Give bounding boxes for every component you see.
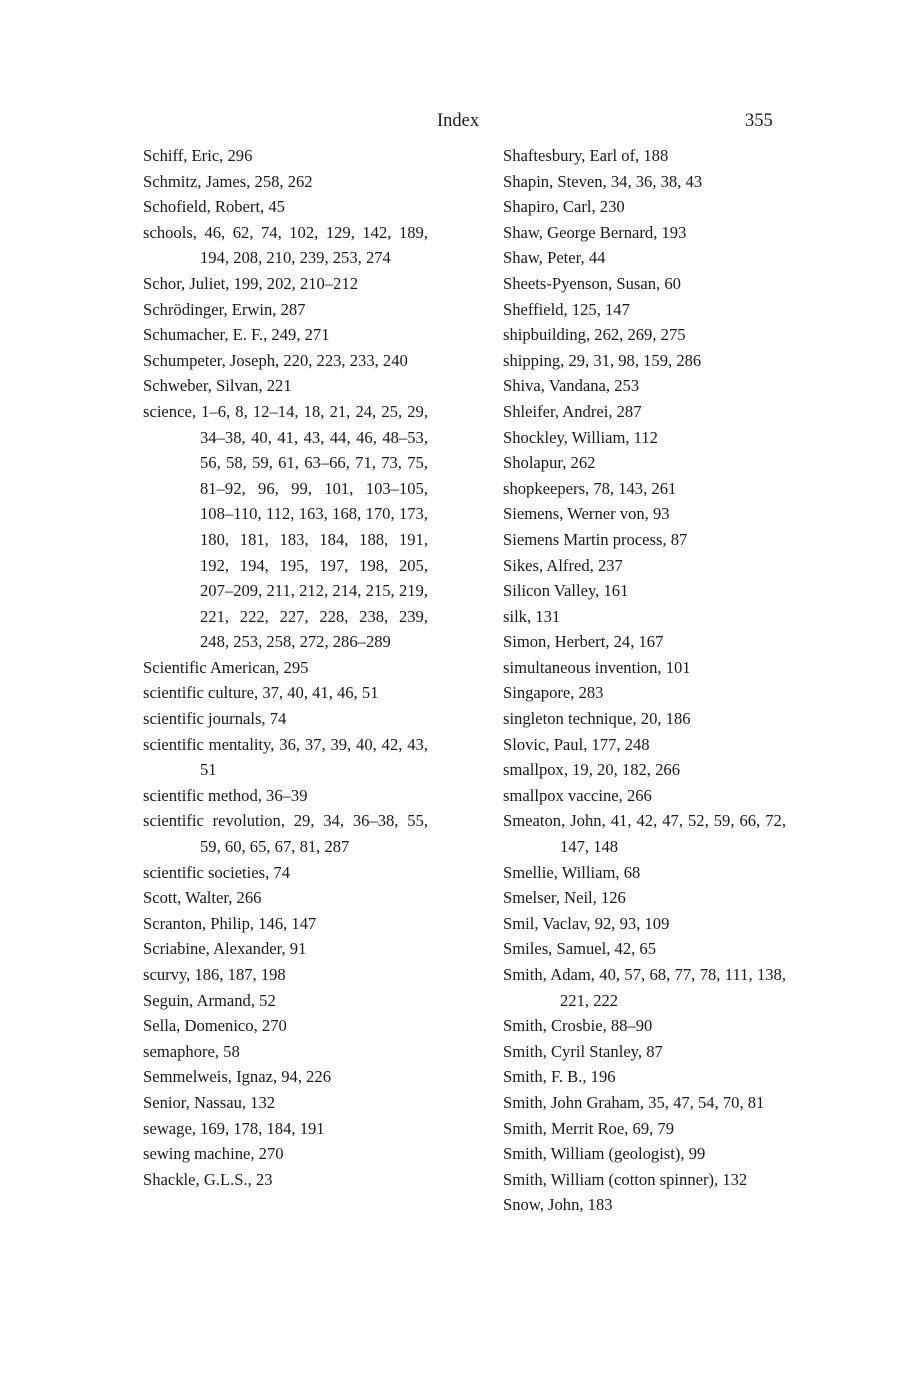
index-entry: scientific method, 36–39 bbox=[143, 785, 308, 805]
index-entry: sewage, 169, 178, 184, 191 bbox=[143, 1118, 325, 1138]
index-entry: Schor, Juliet, 199, 202, 210–212 bbox=[143, 273, 359, 293]
index-entry: Schiff, Eric, 296 bbox=[143, 146, 253, 165]
index-entry: Semmelweis, Ignaz, 94, 226 bbox=[143, 1067, 332, 1087]
index-entry: Shackle, G.L.S., 23 bbox=[143, 1169, 273, 1189]
index-entry: Simon, Herbert, 24, 167 bbox=[503, 632, 664, 652]
index-entry: Smith, F. B., 196 bbox=[503, 1067, 616, 1087]
index-entry: scientific societies, 74 bbox=[143, 862, 290, 882]
index-entry: Shockley, William, 112 bbox=[503, 427, 658, 447]
index-entry: Shleifer, Andrei, 287 bbox=[503, 401, 642, 421]
index-entry: Schmitz, James, 258, 262 bbox=[143, 171, 313, 191]
index-entry: Sholapur, 262 bbox=[503, 453, 596, 473]
index-entry: Singapore, 283 bbox=[503, 683, 604, 703]
index-entry: Scranton, Philip, 146, 147 bbox=[143, 913, 317, 933]
index-entry: Siemens Martin process, 87 bbox=[503, 529, 688, 549]
index-entry: scurvy, 186, 187, 198 bbox=[143, 965, 286, 984]
index-entry: smallpox vaccine, 266 bbox=[503, 785, 652, 805]
index-entry: Smith, Adam, 40, 57, 68, 77, 78, 111, 138, 221, 222 bbox=[503, 965, 786, 1010]
index-entry: Sheets-Pyenson, Susan, 60 bbox=[503, 273, 681, 293]
index-entry: Schweber, Silvan, 221 bbox=[143, 376, 292, 396]
index-entry: Smil, Vaclav, 92, 93, 109 bbox=[503, 913, 670, 933]
index-entry: Smelser, Neil, 126 bbox=[503, 888, 626, 908]
index-entry: Smiles, Samuel, 42, 65 bbox=[503, 939, 657, 959]
page-number: 355 bbox=[745, 111, 773, 131]
index-entry: singleton technique, 20, 186 bbox=[503, 709, 691, 729]
index-entry: Sheffield, 125, 147 bbox=[503, 299, 630, 319]
index-entry: Smeaton, John, 41, 42, 47, 52, 59, 66, 72, 147, 148 bbox=[503, 811, 786, 857]
index-entry: Shapin, Steven, 34, 36, 38, 43 bbox=[503, 171, 703, 191]
index-entry: Shaftesbury, Earl of, 188 bbox=[503, 146, 669, 165]
index-entry: Siemens, Werner von, 93 bbox=[503, 504, 670, 524]
index-entry: Senior, Nassau, 132 bbox=[143, 1092, 276, 1112]
index-entry: Snow, John, 183 bbox=[503, 1195, 613, 1215]
index-entry: Scott, Walter, 266 bbox=[143, 888, 262, 908]
index-entry: simultaneous invention, 101 bbox=[503, 657, 691, 677]
index-column-right bbox=[503, 143, 786, 1218]
index-entry: science, 1–6, 8, 12–14, 18, 21, 24, 25, 29, 34–38, 40, 41, 43, 44, 46, 48–53, 56, 58, 59, 61, 63–66, 71, 73, 75, 81–92, 96, 99, 101, 103–105, 108–110, 112, 163, 168, 170, 173, 180, 181, 183, 184, 188, 191, 192, 194, 195, 197, 198, 205, 207–209, 211, 212, 214, 215, 219, 221, 222, 227, 228, 238, 239, 248, 253, 258, 272, 286–289 bbox=[143, 401, 428, 652]
index-entry: Scientific American, 295 bbox=[143, 657, 309, 677]
index-entry: Smith, William (cotton spinner), 132 bbox=[503, 1169, 748, 1189]
index-column-left bbox=[143, 143, 428, 1192]
index-entry: schools, 46, 62, 74, 102, 129, 142, 189, 194, 208, 210, 239, 253, 274 bbox=[143, 222, 428, 268]
index-entry: smallpox, 19, 20, 182, 266 bbox=[503, 760, 680, 780]
index-entry: scientific mentality, 36, 37, 39, 40, 42, 43, 51 bbox=[143, 734, 428, 780]
index-entry: Smith, John Graham, 35, 47, 54, 70, 81 bbox=[503, 1092, 765, 1112]
index-entry: Smith, Merrit Roe, 69, 79 bbox=[503, 1118, 675, 1138]
index-entry: Schumacher, E. F., 249, 271 bbox=[143, 325, 330, 345]
index-entry: Smith, William (geologist), 99 bbox=[503, 1144, 706, 1164]
index-entry: Shiva, Vandana, 253 bbox=[503, 376, 640, 396]
index-entry: Smellie, William, 68 bbox=[503, 862, 641, 882]
index-entry: sewing machine, 270 bbox=[143, 1144, 284, 1164]
index-entry: Shaw, George Bernard, 193 bbox=[503, 222, 687, 242]
index-entry: Schofield, Robert, 45 bbox=[143, 197, 285, 217]
index-entry: Shaw, Peter, 44 bbox=[503, 248, 606, 268]
index-entry: silk, 131 bbox=[503, 606, 561, 626]
index-entry: Sella, Domenico, 270 bbox=[143, 1016, 287, 1036]
index-entry: shipping, 29, 31, 98, 159, 286 bbox=[503, 350, 702, 370]
index-entry: Shapiro, Carl, 230 bbox=[503, 197, 625, 217]
index-entry: shipbuilding, 262, 269, 275 bbox=[503, 325, 686, 345]
index-entry: Schrödinger, Erwin, 287 bbox=[143, 299, 306, 319]
index-entry: scientific revolution, 29, 34, 36–38, 55, 59, 60, 65, 67, 81, 287 bbox=[143, 811, 428, 857]
index-entry: Slovic, Paul, 177, 248 bbox=[503, 734, 650, 754]
running-title: Index bbox=[437, 111, 480, 131]
index-entry: shopkeepers, 78, 143, 261 bbox=[503, 478, 677, 498]
index-entry: Sikes, Alfred, 237 bbox=[503, 555, 623, 575]
index-entry: Seguin, Armand, 52 bbox=[143, 990, 276, 1010]
index-entry: Silicon Valley, 161 bbox=[503, 581, 629, 601]
index-entry: Scriabine, Alexander, 91 bbox=[143, 939, 307, 959]
index-entry: scientific culture, 37, 40, 41, 46, 51 bbox=[143, 683, 379, 703]
index-entry: Smith, Cyril Stanley, 87 bbox=[503, 1041, 663, 1061]
index-entry: semaphore, 58 bbox=[143, 1041, 240, 1061]
index-entry: Smith, Crosbie, 88–90 bbox=[503, 1016, 653, 1036]
index-entry: scientific journals, 74 bbox=[143, 709, 287, 729]
index-entry: Schumpeter, Joseph, 220, 223, 233, 240 bbox=[143, 350, 408, 370]
page-header bbox=[0, 108, 919, 134]
